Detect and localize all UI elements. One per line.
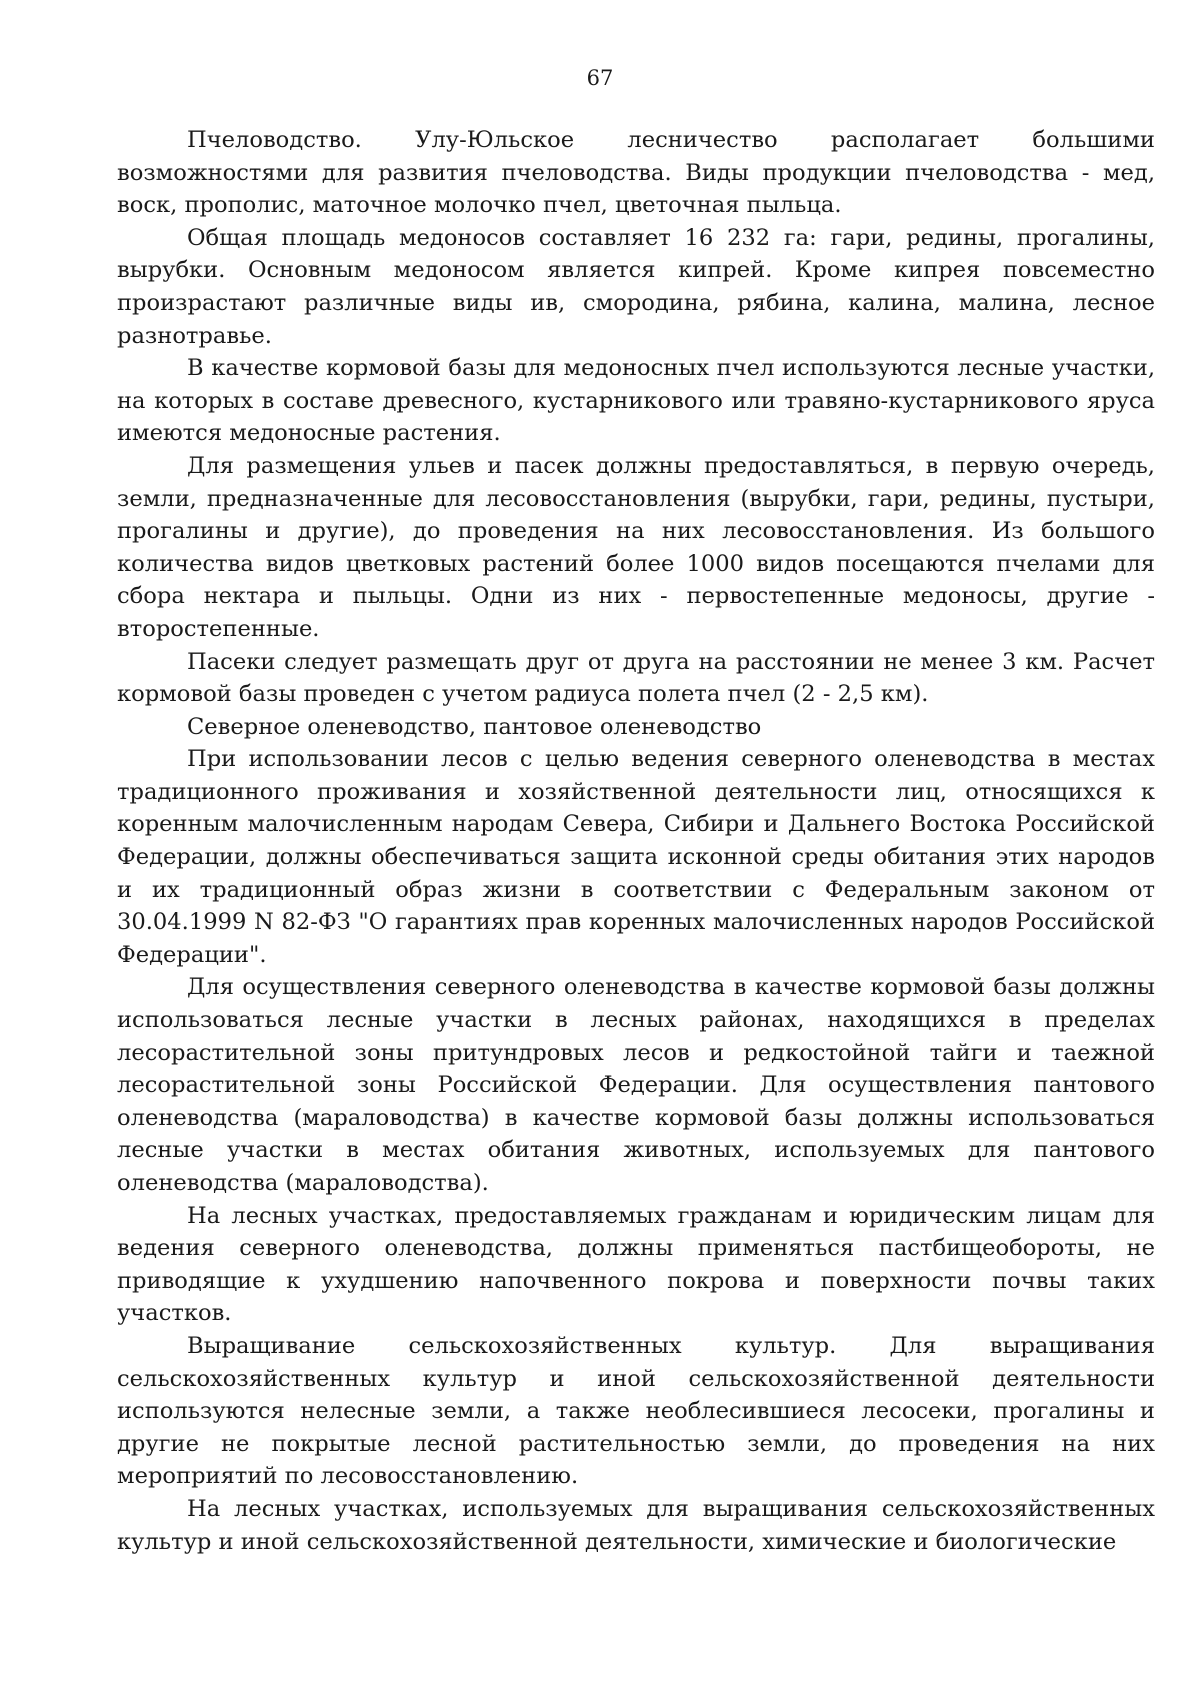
paragraph-reindeer-heading: Северное оленеводство, пантовое оленеводство (187, 713, 762, 740)
paragraph-apiary-placement: Для размещения ульев и пасек должны предоставляться, в первую очередь, земли, предназначенные для лесовосстановления (вырубки, гари, редины, пустыри, прогалины и другие), до проведения на них лесовосстановления. Из большого количества видов цветковых растений более 1000 видов посещаются пчелами для сбора нектара и пыльцы. Одни из них - первостепенные медоносы, другие - второстепенные. (117, 452, 1155, 642)
paragraph-beekeeping-intro: Пчеловодство. Улу-Юльское лесничество располагает большими возможностями для развития пчеловодства. Виды продукции пчеловодства - мед, воск, прополис, маточное молочко пчел, цветочная пыльца. (117, 127, 1155, 219)
paragraph-reindeer-forage: Для осуществления северного оленеводства в качестве кормовой базы должны использоваться лесные участки в лесных районах, находящихся в пределах лесорастительной зоны притундровых лесов и редкостойной тайги и таежной лесорастительной зоны Российской Федерации. Для осуществления пантового оленеводства (мараловодства) в качестве кормовой базы должны использоваться лесные участки в местах обитания животных, используемых для пантового оленеводства (мараловодства). (117, 974, 1155, 1196)
paragraph-forage-base: В качестве кормовой базы для медоносных пчел используются лесные участки, на которых в составе древесного, кустарникового или травяно-кустарникового яруса имеются медоносные растения. (117, 355, 1155, 447)
paragraph-agriculture: Выращивание сельскохозяйственных культур. Для выращивания сельскохозяйственных культур и иной сельскохозяйственной деятельности используются нелесные земли, а также необлесившиеся лесосеки, прогалины и другие не покрытые лесной растительностью земли, до проведения на них мероприятий по лесовосстановлению. (117, 1332, 1155, 1490)
page-number: 67 (586, 66, 614, 90)
paragraph-honey-plants-area: Общая площадь медоносов составляет 16 232 га: гари, редины, прогалины, вырубки. Основным медоносом является кипрей. Кроме кипрея повсеместно произрастают различные виды ив, смородина, рябина, калина, малина, лесное разнотравье. (117, 224, 1155, 349)
paragraph-agriculture-chemicals: На лесных участках, используемых для выращивания сельскохозяйственных культур и иной сельскохозяйственной деятельности, химические и биологические (117, 1495, 1155, 1555)
paragraph-reindeer-law: При использовании лесов с целью ведения северного оленеводства в местах традиционного проживания и хозяйственной деятельности лиц, относящихся к коренным малочисленным народам Севера, Сибири и Дальнего Востока Российской Федерации, должны обеспечиваться защита исконной среды обитания этих народов и их традиционный образ жизни в соответствии с Федеральным законом от 30.04.1999 N 82-ФЗ "О гарантиях прав коренных малочисленных народов Российской Федерации". (117, 746, 1155, 968)
paragraph-pasture-rotation: На лесных участках, предоставляемых гражданам и юридическим лицам для ведения северного оленеводства, должны применяться пастбищеобороты, не приводящие к ухудшению напочвенного покрова и поверхности почвы таких участков. (117, 1202, 1155, 1327)
document-body (117, 124, 1155, 1558)
paragraph-apiary-distance: Пасеки следует размещать друг от друга на расстоянии не менее 3 км. Расчет кормовой базы проведен с учетом радиуса полета пчел (2 - 2,5 км). (117, 648, 1155, 708)
